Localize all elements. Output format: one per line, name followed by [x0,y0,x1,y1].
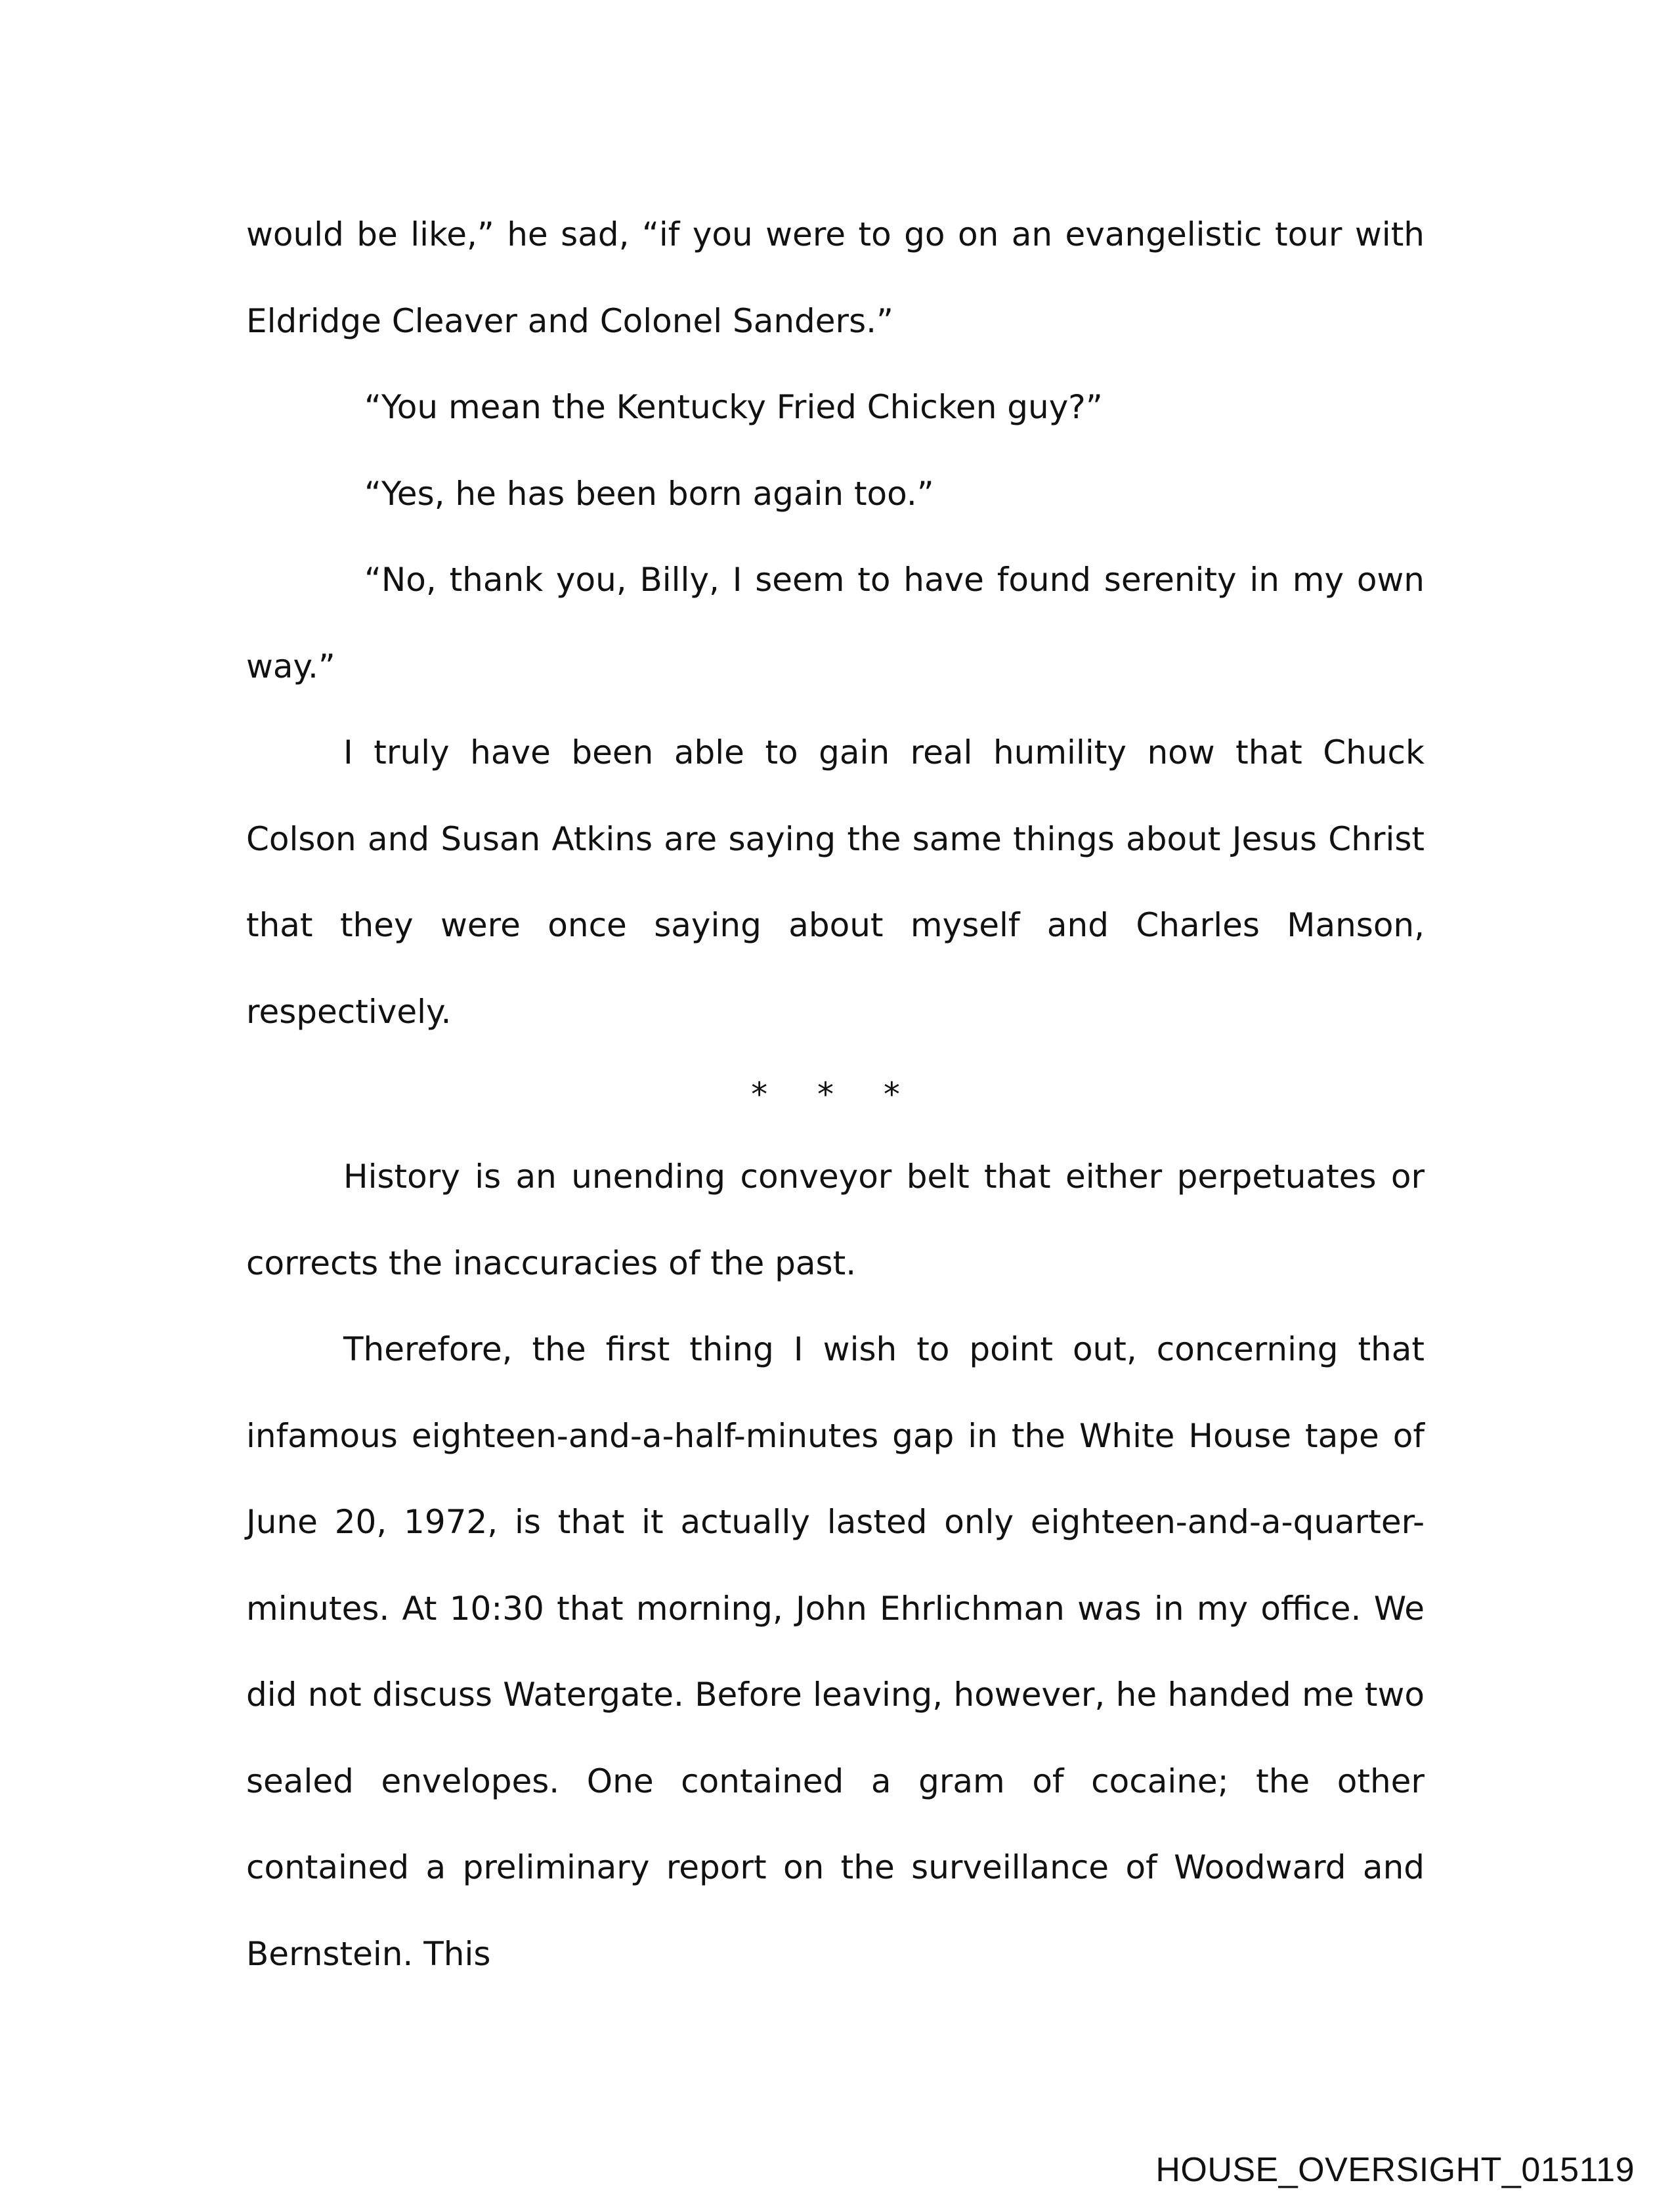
paragraph-continuation: would be like,” he sad, “if you were to go on an evangelistic tour with Eldridge Cleaver and Colonel Sanders.” [246,215,1425,340]
paragraph-body: I truly have been able to gain real humility now that Chuck Colson and Susan Atkins are saying the same things about Jesus Christ that they were once saying about myself and Charles Manson, respectively. [246,733,1425,1031]
paragraph-body: History is an unending conveyor belt that either perpetuates or corrects the inaccuracies of the past. [246,1158,1425,1282]
bates-number: HOUSE_OVERSIGHT_015119 [1155,2151,1635,2189]
paragraph-dialog: “You mean the Kentucky Fried Chicken guy?” [364,388,1103,426]
paragraph-dialog: “Yes, he has been born again too.” [364,474,934,513]
paragraph-dialog: “No, thank you, Billy, I seem to have found serenity in my own way.” [246,561,1425,685]
section-break: * * * [751,1075,920,1114]
body-text [246,192,1425,1997]
paragraph-body: Therefore, the first thing I wish to point out, concerning that infamous eighteen-and-a-half-minutes gap in the White House tape of June 20, 1972, is that it actually lasted only eighteen-and-a-quarter-minutes. At 10:30 that morning, John Ehrlichman was in my office. We did not discuss Watergate. Before leaving, however, he handed me two sealed envelopes. One contained a gram of cocaine; the other contained a preliminary report on the surveillance of Woodward and Bernstein. This [246,1330,1425,1973]
